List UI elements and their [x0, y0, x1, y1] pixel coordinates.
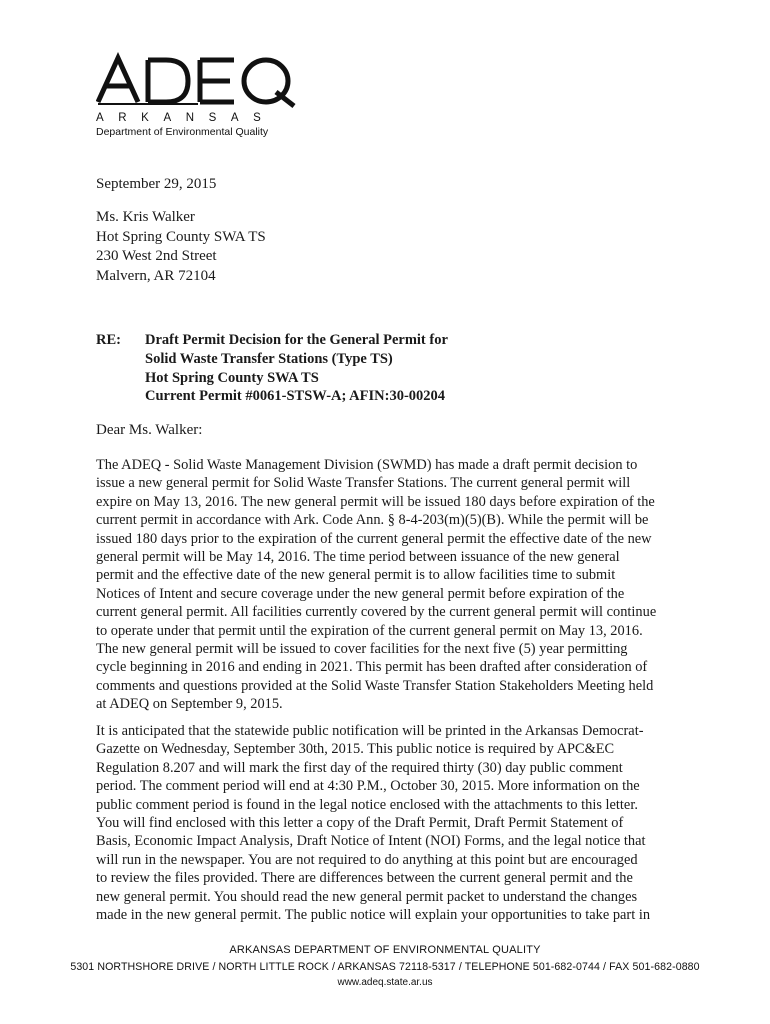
- recipient-organization: Hot Spring County SWA TS: [96, 228, 266, 245]
- subject-line: Current Permit #0061-STSW-A; AFIN:30-00204: [145, 388, 446, 405]
- paragraph-line: Notices of Intent and secure coverage under the new general permit before expiration of the: [96, 585, 625, 602]
- logo-state-name: ARKANSAS: [96, 112, 276, 124]
- paragraph-line: to operate under that permit until the expiration of the current general permit on May 13, 2016.: [96, 622, 643, 639]
- subject-line: Draft Permit Decision for the General Permit for: [145, 332, 448, 348]
- subject-lines: [145, 331, 448, 406]
- paragraph-line: public comment period is found in the legal notice enclosed with the attachments to this letter.: [96, 796, 638, 813]
- paragraph-line: Basis, Economic Impact Analysis, Draft Notice of Intent (NOI) Forms, and the legal notice that: [96, 833, 646, 850]
- paragraph-line: The ADEQ - Solid Waste Management Division (SWMD) has made a draft permit decision to: [96, 457, 638, 473]
- paragraph-line: It is anticipated that the statewide public notification will be printed in the Arkansas Democrat-: [96, 723, 644, 739]
- paragraph-line: new general permit. You should read the new general permit packet to understand the changes: [96, 888, 638, 905]
- paragraph-line: cycle beginning in 2016 and ending in 2021. This permit has been drafted after consideration of: [96, 659, 648, 676]
- adeq-logo-wordmark: [96, 52, 316, 108]
- paragraph-line: issue a new general permit for Solid Waste Transfer Stations. The current general permit will: [96, 475, 631, 492]
- paragraph-line: You will find enclosed with this letter a copy of the Draft Permit, Draft Permit Statement of: [96, 815, 624, 832]
- footer-agency: ARKANSAS DEPARTMENT OF ENVIRONMENTAL QUALITY: [229, 944, 541, 956]
- paragraph-line: comments and questions provided at the Solid Waste Transfer Station Stakeholders Meeting held: [96, 677, 654, 694]
- paragraph-line: current permit in accordance with Ark. Code Ann. § 8-4-203(m)(5)(B). While the permit will be: [96, 512, 649, 529]
- paragraph-line: permit and the effective date of the new general permit is to allow facilities time to submit: [96, 567, 616, 584]
- subject-label: RE:: [96, 332, 121, 348]
- paragraph-line: The new general permit will be issued to cover facilities for the next five (5) year permitting: [96, 641, 628, 658]
- recipient-street: 230 West 2nd Street: [96, 248, 217, 264]
- body-paragraph-2: [96, 722, 672, 924]
- footer-address: 5301 NORTHSHORE DRIVE / NORTH LITTLE ROCK / ARKANSAS 72118-5317 / TELEPHONE 501-682-0744 / FAX 501-682-0880: [70, 961, 700, 973]
- recipient-name: Ms. Kris Walker: [96, 209, 195, 225]
- paragraph-line: current general permit. All facilities currently covered by the current general permit will continue: [96, 604, 657, 621]
- paragraph-line: will run in the newspaper. You are not required to do anything at this point but are encouraged: [96, 851, 638, 868]
- logo-department-name: Department of Environmental Quality: [96, 126, 269, 138]
- paragraph-line: expire on May 13, 2016. The new general permit will be issued 180 days before expiration of the: [96, 493, 655, 510]
- recipient-city-state-zip: Malvern, AR 72104: [96, 267, 216, 284]
- paragraph-line: made in the new general permit. The public notice will explain your opportunities to take part in: [96, 907, 651, 924]
- paragraph-line: at ADEQ on September 9, 2015.: [96, 696, 283, 713]
- paragraph-line: to review the files provided. There are differences between the current general permit and the: [96, 870, 633, 887]
- adeq-logo-graphic: [96, 52, 308, 108]
- body-paragraph-1: [96, 456, 672, 714]
- recipient-address: [96, 208, 266, 286]
- letter-date: September 29, 2015: [96, 176, 217, 192]
- paragraph-line: period. The comment period will end at 4:30 P.M., October 30, 2015. More information on the: [96, 778, 640, 795]
- paragraph-line: Gazette on Wednesday, September 30th, 2015. This public notice is required by APC&EC: [96, 741, 615, 758]
- subject-line: Hot Spring County SWA TS: [145, 369, 319, 386]
- paragraph-line: general permit will be May 14, 2016. The time period between issuance of the new general: [96, 549, 620, 566]
- paragraph-line: Regulation 8.207 and will mark the first day of the required thirty (30) day public comment: [96, 759, 623, 776]
- adeq-logo: [96, 52, 316, 138]
- paragraph-line: issued 180 days prior to the expiration of the current general permit the effective date of the new: [96, 530, 652, 547]
- salutation: Dear Ms. Walker:: [96, 422, 203, 438]
- footer-website: www.adeq.state.ar.us: [337, 977, 433, 988]
- subject-line: Solid Waste Transfer Stations (Type TS): [145, 350, 393, 367]
